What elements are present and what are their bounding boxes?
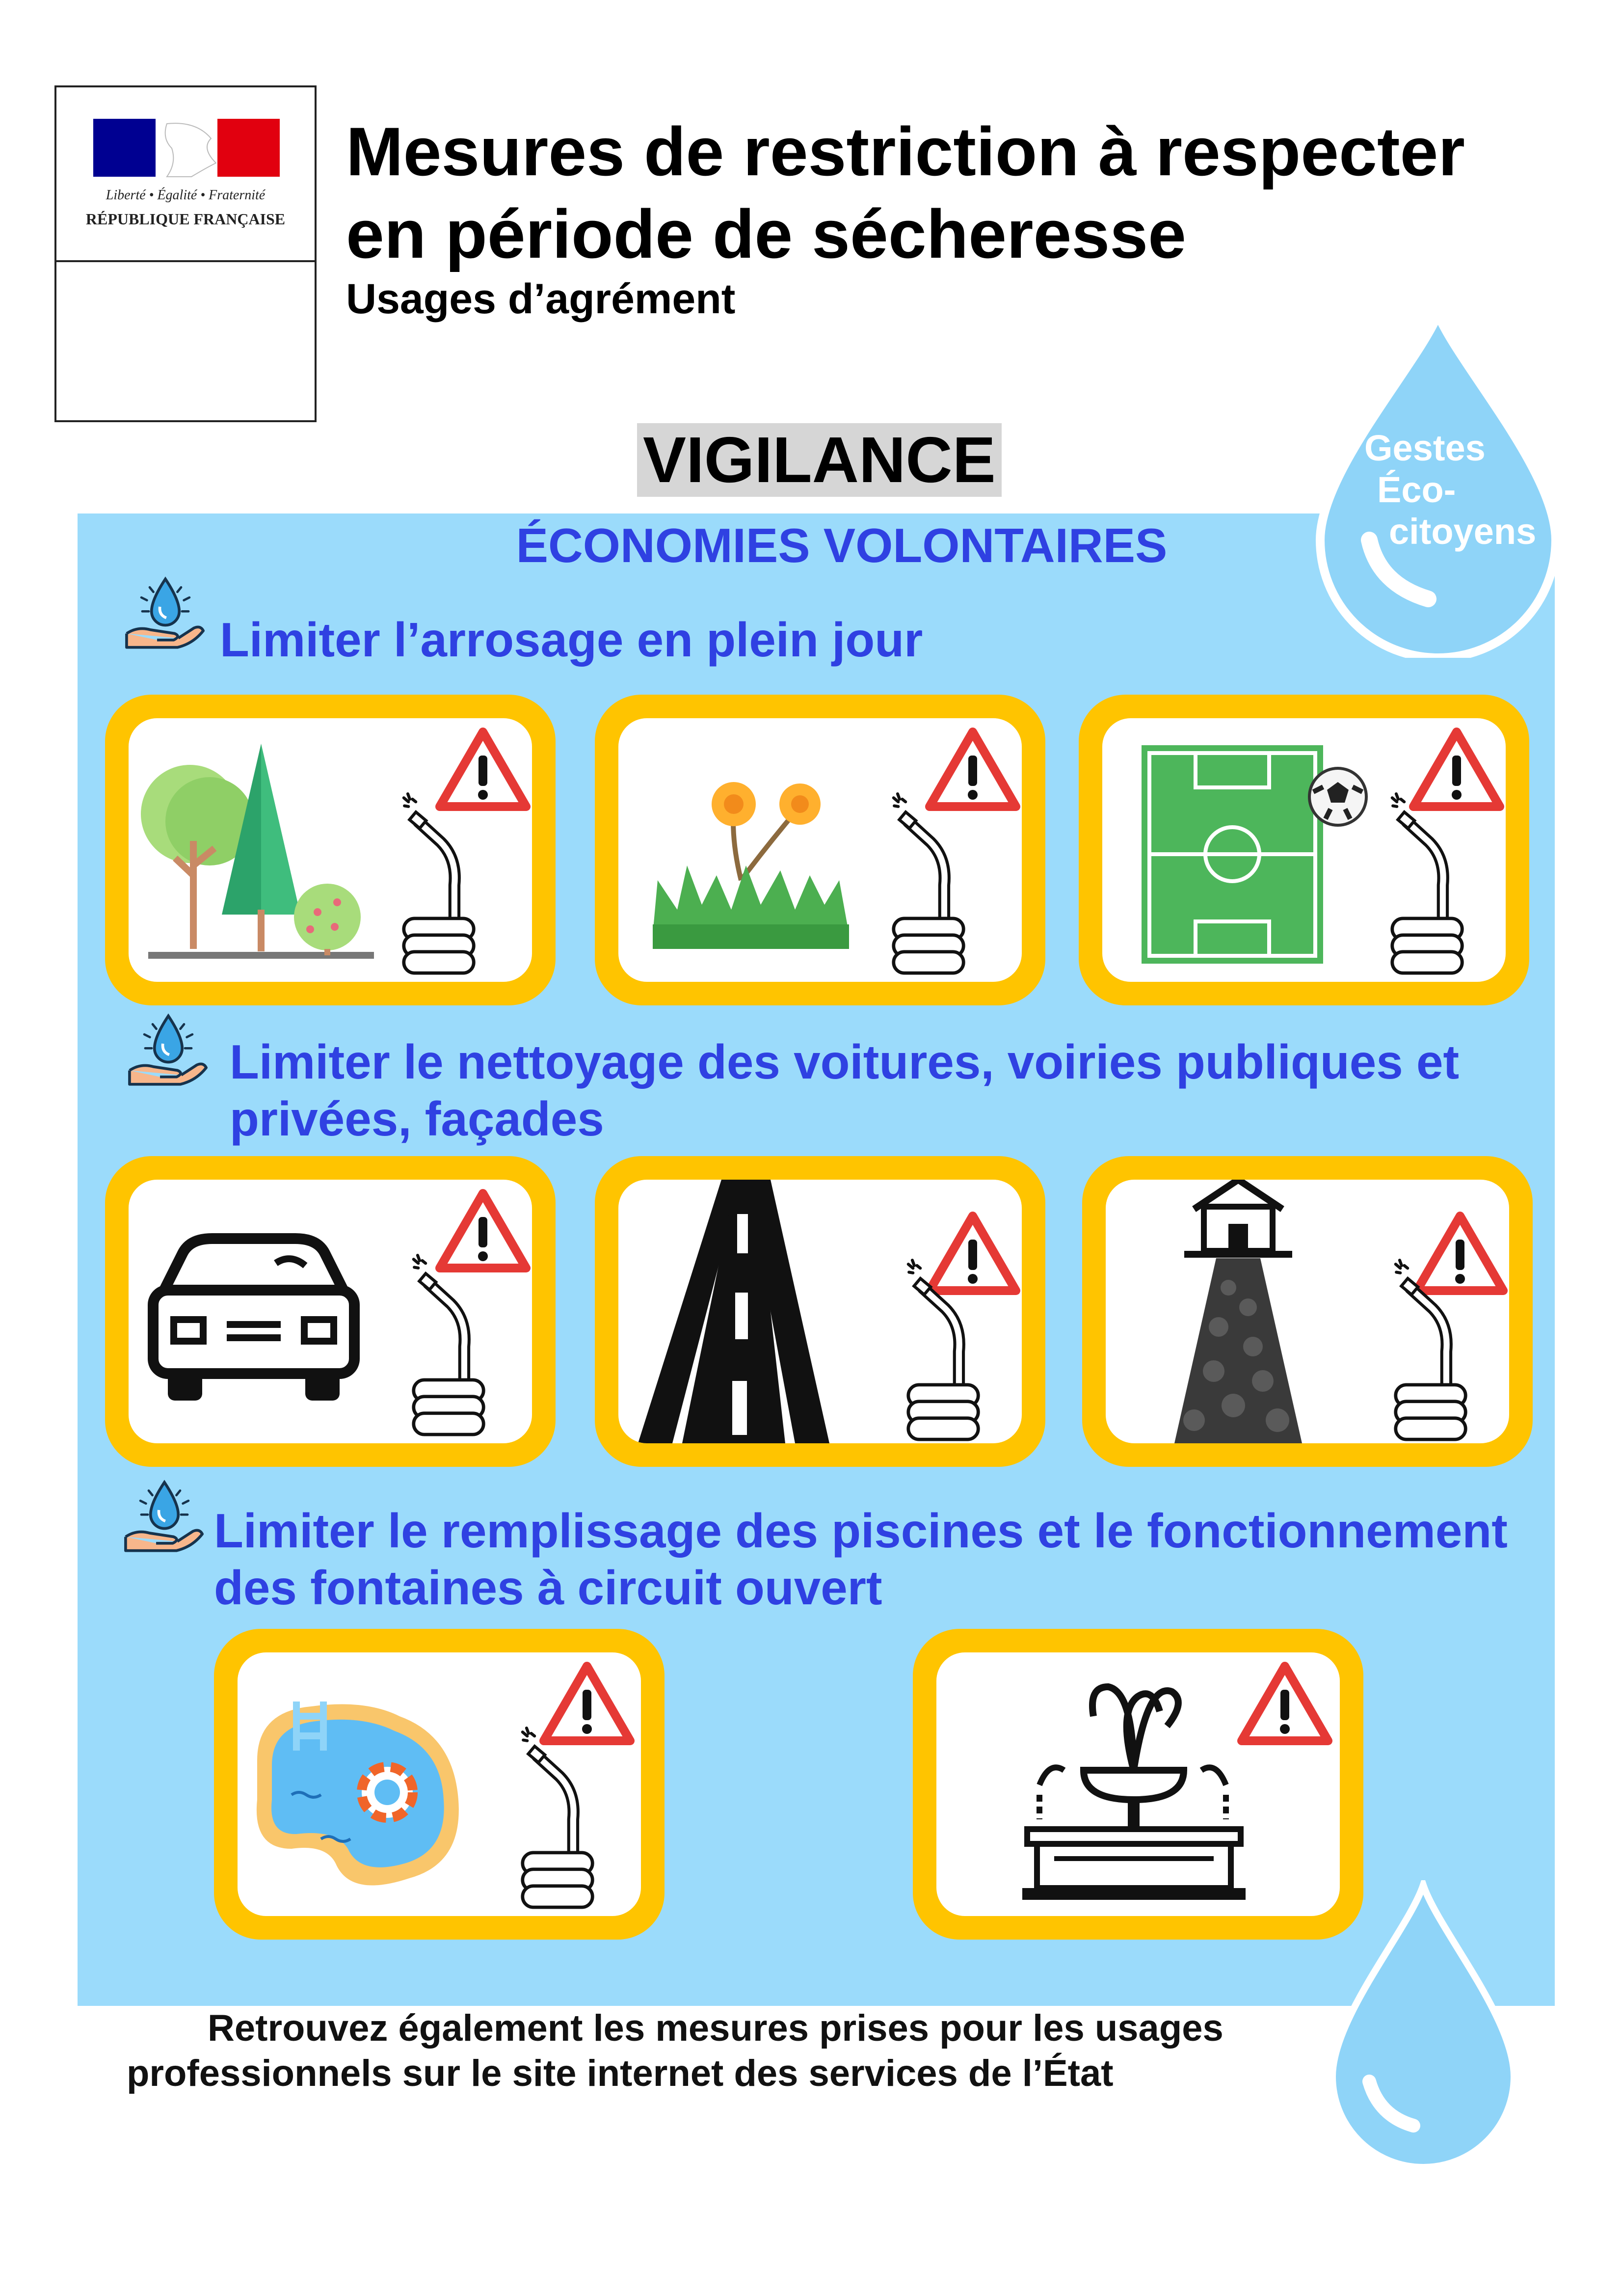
panel-heading: ÉCONOMIES VOLONTAIRES: [516, 518, 1168, 572]
marianne-flag-icon: [93, 119, 280, 182]
page-subtitle: Usages d’agrément: [346, 275, 736, 323]
hose-icon: [869, 792, 986, 978]
hose-icon: [379, 792, 497, 978]
hand-water-icon: [127, 1011, 210, 1090]
section-watering-title: Limiter l’arrosage en plein jour: [220, 613, 923, 667]
eco-gestures-label: Gestes Éco- citoyens: [1364, 428, 1537, 552]
footer-note: Retrouvez également les mesures prises pour les usages professionnels sur le site internet des services de l’État: [127, 2007, 1223, 2094]
card-trees: [105, 695, 556, 1005]
hand-water-icon: [123, 1478, 206, 1556]
page-title: Mesures de restriction à respecter en période de sécheresse: [346, 113, 1465, 272]
section-cleaning-title: Limiter le nettoyage des voitures, voiries publiques et privées, façades: [230, 1035, 1460, 1146]
card-fountain: [913, 1629, 1363, 1940]
section-pools-title: Limiter le remplissage des piscines et le fonctionnement des fontaines à circuit ouvert: [214, 1504, 1508, 1615]
card-pool: [214, 1629, 665, 1940]
hose-icon: [883, 1258, 1001, 1443]
card-car: [105, 1156, 556, 1467]
card-flowers: [595, 695, 1045, 1005]
logo-name: RÉPUBLIQUE FRANÇAISE: [85, 210, 286, 228]
hose-icon: [1367, 792, 1485, 978]
logo-divider: [56, 260, 315, 262]
republique-francaise-logo: [54, 85, 317, 422]
warning-icon: [1236, 1659, 1334, 1748]
hose-icon: [498, 1726, 615, 1913]
card-football-field: [1079, 695, 1529, 1005]
hose-icon: [389, 1253, 506, 1440]
card-road: [595, 1156, 1045, 1467]
card-house-path: [1082, 1156, 1533, 1467]
logo-motto: Liberté • Égalité • Fraternité: [106, 188, 266, 203]
hand-water-icon: [124, 574, 207, 653]
hose-icon: [1371, 1258, 1489, 1443]
alert-level-badge: VIGILANCE: [637, 423, 1002, 497]
